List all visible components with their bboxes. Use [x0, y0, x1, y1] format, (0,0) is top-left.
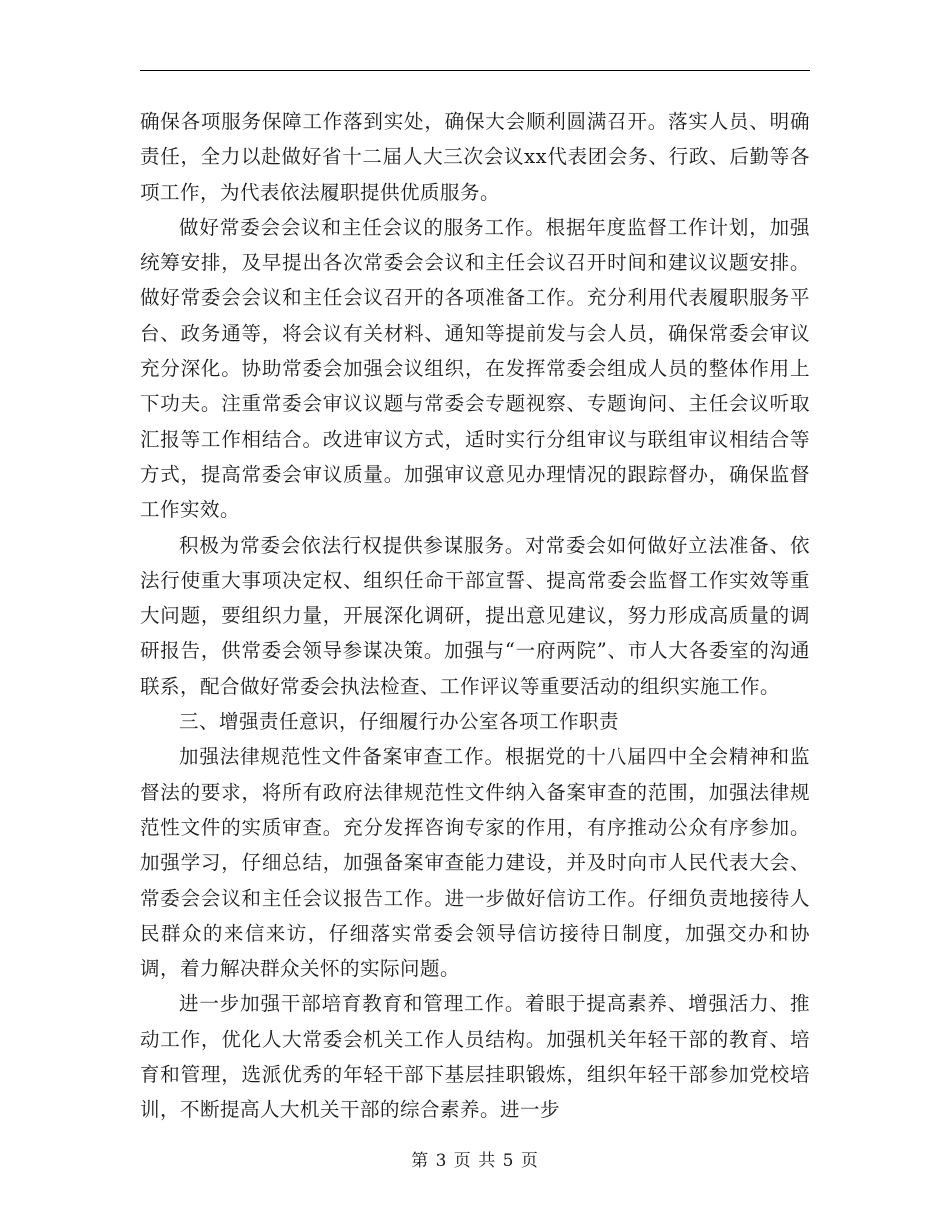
page-number: 第 3 页 共 5 页	[411, 1151, 539, 1171]
header-rule	[140, 70, 810, 71]
document-body	[140, 104, 810, 1128]
paragraph: 做好常委会会议和主任会议的服务工作。根据年度监督工作计划，加强统筹安排，及早提出各次常委会会议和主任会议召开时间和建议议题安排。做好常委会会议和主任会议召开的各项准备工作。充分利用代表履职服务平台、政务通等，将会议有关材料、通知等提前发与会人员，确保常委会审议充分深化。协助常委会加强会议组织，在发挥常委会组成人员的整体作用上下功夫。注重常委会审议议题与常委会专题视察、专题询问、主任会议听取汇报等工作相结合。改进审议方式，适时实行分组审议与联组审议相结合等方式，提高常委会审议质量。加强审议意见办理情况的跟踪督办，确保监督工作实效。	[140, 215, 810, 522]
paragraph: 确保各项服务保障工作落到实处，确保大会顺利圆满召开。落实人员、明确责任，全力以赴做好省十二届人大三次会议xx代表团会务、行政、后勤等各项工作，为代表依法履职提供优质服务。	[140, 110, 810, 204]
paragraph: 积极为常委会依法行权提供参谋服务。对常委会如何做好立法准备、依法行使重大事项决定权、组织任命干部宣誓、提高常委会监督工作实效等重大问题，要组织力量，开展深化调研，提出意见建议，努力形成高质量的调研报告，供常委会领导参谋决策。加强与“一府两院”、市人大各委室的沟通联系，配合做好常委会执法检查、工作评议等重要活动的组织实施工作。	[140, 533, 810, 698]
paragraph: 进一步加强干部培育教育和管理工作。着眼于提高素养、增强活力、推动工作，优化人大常委会机关工作人员结构。加强机关年轻干部的教育、培育和管理，选派优秀的年轻干部下基层挂职锻炼，组织年轻干部参加党校培训，不断提高人大机关干部的综合素养。进一步	[140, 992, 810, 1122]
section-heading: 三、增强责任意识，仔细履行办公室各项工作职责	[179, 710, 620, 734]
paragraph: 加强法律规范性文件备案审查工作。根据党的十八届四中全会精神和监督法的要求，将所有政府法律规范性文件纳入备案审查的范围，加强法律规范性文件的实质审查。充分发挥咨询专家的作用，有序推动公众有序参加。加强学习，仔细总结，加强备案审查能力建设，并及时向市人民代表大会、常委会会议和主任会议报告工作。进一步做好信访工作。仔细负责地接待人民群众的来信来访，仔细落实常委会领导信访接待日制度，加强交办和协调，着力解决群众关怀的实际问题。	[140, 745, 810, 981]
